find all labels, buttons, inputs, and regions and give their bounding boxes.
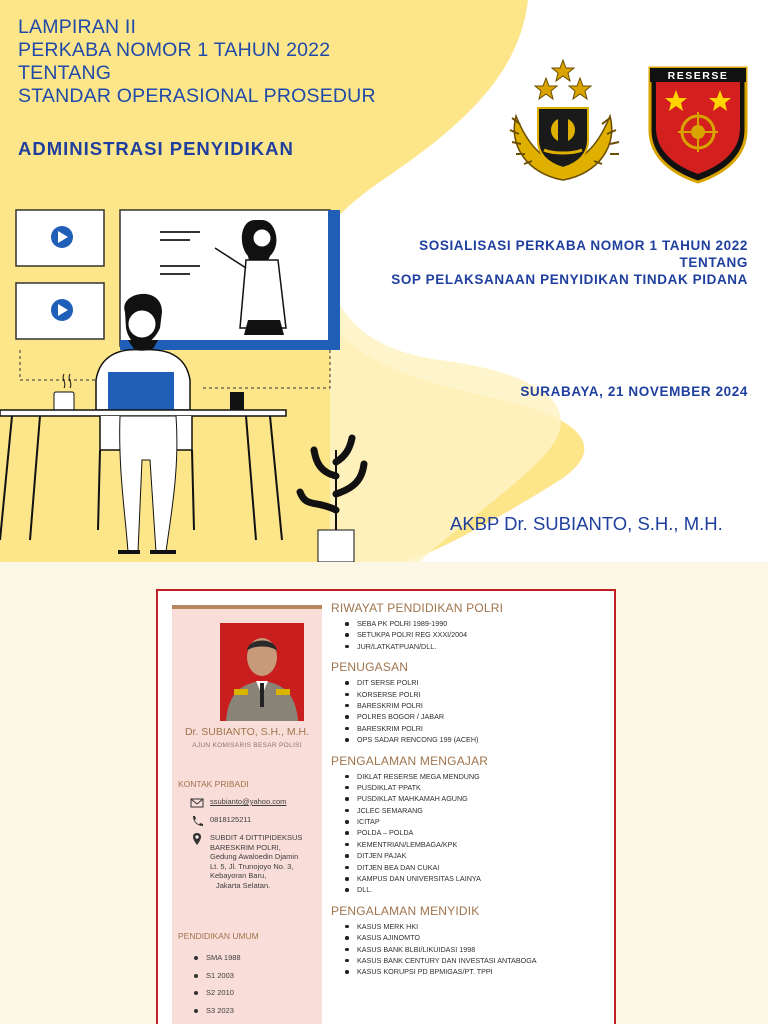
list-item: KEMENTRIAN/LEMBAGA/KPK: [345, 839, 611, 850]
cv-sidebar: [172, 605, 322, 1024]
list-item: BARESKRIM POLRI: [345, 723, 611, 734]
address-line: BARESKRIM POLRI,: [210, 842, 281, 852]
section-list: [331, 677, 611, 745]
section-title: RIWAYAT PENDIDIKAN POLRI: [331, 601, 504, 615]
sosialisasi-title: [391, 237, 748, 288]
city-date: SURABAYA, 21 NOVEMBER 2024: [520, 384, 748, 399]
list-item: JUR/LATKATPUAN/DLL.: [345, 641, 611, 652]
list-item: S2 2010: [194, 988, 241, 1006]
list-item: DITJEN PAJAK: [345, 850, 611, 861]
contact-heading: KONTAK PRIBADI: [178, 779, 249, 789]
sosialisasi-line: TENTANG: [679, 255, 748, 270]
section-title: PENUGASAN: [331, 660, 409, 675]
lampiran-line: LAMPIRAN II: [18, 16, 137, 38]
list-item: KASUS AJINOMTO: [345, 932, 611, 943]
list-item: OPS SADAR RENCONG 199 (ACEH): [345, 734, 611, 745]
section-list: [331, 771, 611, 896]
list-item: KAMPUS DAN UNIVERSITAS LAINYA: [345, 873, 611, 884]
address-line: Lt. 5, Jl. Trunojoyo No. 3,: [210, 861, 294, 871]
phone-row: [190, 815, 251, 827]
list-item: ICITAP: [345, 816, 611, 827]
police-emblem-icon: [498, 56, 628, 186]
address-line: Jakarta Selatan.: [216, 880, 271, 890]
address-line: SUBDIT 4 DITTIPIDEKSUS: [210, 833, 303, 842]
list-item: POLDA – POLDA: [345, 827, 611, 838]
list-item: DITJEN BEA DAN CUKAI: [345, 862, 611, 873]
list-item: KORSERSE POLRI: [345, 689, 611, 700]
reserse-badge-icon: [646, 60, 750, 184]
general-education-list: [194, 953, 241, 1023]
section-title: PENGALAMAN MENGAJAR: [331, 753, 489, 768]
lampiran-header: [18, 16, 376, 108]
list-item: DLL.: [345, 884, 611, 895]
list-item: SMA 1988: [194, 953, 241, 971]
list-item: SEBA PK POLRI 1989-1990: [345, 618, 611, 629]
list-item: BARESKRIM POLRI: [345, 700, 611, 711]
sosialisasi-line: SOP PELAKSANAAN PENYIDIKAN TINDAK PIDANA: [391, 272, 748, 287]
list-item: DIT SERSE POLRI: [345, 677, 611, 688]
address: [210, 833, 302, 891]
mail-icon: [190, 797, 204, 809]
address-line: Kebayoran Baru,: [210, 871, 267, 881]
presenter-name: AKBP Dr. SUBIANTO, S.H., M.H.: [450, 513, 723, 534]
sidebar-accent-bar: [172, 605, 322, 609]
list-item: POLRES BOGOR / JABAR: [345, 711, 611, 722]
cv-main: [331, 601, 611, 986]
list-item: KASUS MERK HKI: [345, 921, 611, 932]
list-item: KASUS BANK BLBI/LIKUIDASI 1998: [345, 944, 611, 955]
lampiran-line: TENTANG: [18, 62, 112, 84]
admin-title: ADMINISTRASI PENYIDIKAN: [18, 138, 294, 159]
email-link[interactable]: ssubianto@yahoo.com: [210, 797, 287, 806]
lampiran-line: PERKABA NOMOR 1 TAHUN 2022: [18, 39, 331, 61]
address-line: Gedung Awaloedin Djamin: [210, 852, 299, 862]
section-list: [331, 921, 611, 978]
list-item: S3 2023: [194, 1006, 241, 1024]
list-item: S1 2003: [194, 971, 241, 989]
cv-name: Dr. SUBIANTO, S.H., M.H.: [184, 726, 310, 738]
location-pin-icon: [190, 833, 204, 845]
list-item: JCLEC SEMARANG: [345, 805, 611, 816]
list-item: KASUS KORUPSI PD BPMIGAS/PT. TPPI: [345, 966, 611, 977]
section-list: [331, 618, 611, 652]
phone-icon: [190, 815, 204, 827]
address-row: [190, 833, 302, 891]
list-item: DIKLAT RESERSE MEGA MENDUNG: [345, 771, 611, 782]
cv-card: [156, 589, 616, 1024]
list-item: SETUKPA POLRI REG XXXI/2004: [345, 629, 611, 640]
presenter-illustration: [0, 200, 380, 562]
email-row: [190, 797, 286, 809]
general-education-heading: PENDIDIKAN UMUM: [178, 931, 259, 941]
cv-rank: AJUN KOMISARIS BESAR POLISI: [192, 742, 302, 749]
profile-photo: [220, 623, 304, 721]
section-title: PENGALAMAN MENYIDIK: [331, 903, 480, 918]
list-item: PUSDIKLAT PPATK: [345, 782, 611, 793]
phone-number: 0818125211: [210, 815, 252, 824]
reserse-badge-text: RESERSE: [667, 70, 729, 82]
sosialisasi-line: SOSIALISASI PERKABA NOMOR 1 TAHUN 2022: [419, 238, 748, 253]
list-item: KASUS BANK CENTURY DAN INVESTASI ANTABOGA: [345, 955, 611, 966]
lampiran-line: STANDAR OPERASIONAL PROSEDUR: [18, 85, 376, 107]
list-item: PUSDIKLAT MAHKAMAH AGUNG: [345, 793, 611, 804]
